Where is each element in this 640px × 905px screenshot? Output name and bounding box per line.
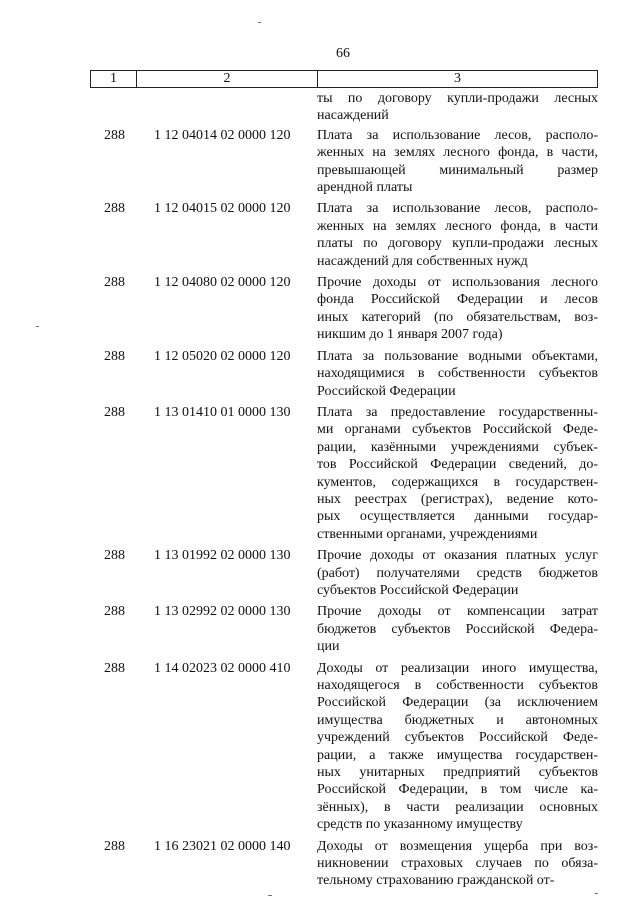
description-line: рых осуществляется данными государ- bbox=[317, 509, 598, 525]
budget-code-cell: 1 14 02023 02 0000 410 bbox=[154, 660, 291, 676]
description-line: рации, казёнными учреждениями субъек- bbox=[317, 439, 598, 455]
admin-code-cell: 288 bbox=[104, 660, 125, 676]
description-cell bbox=[317, 404, 598, 543]
description-line: Прочие доходы от использования лесного bbox=[317, 275, 598, 291]
description-line: (работ) получателями средств бюджетов bbox=[317, 565, 598, 581]
description-line: Российской Федерации (за исключением bbox=[317, 695, 598, 711]
description-line: Российской Федерации bbox=[317, 383, 456, 399]
table-row bbox=[90, 547, 598, 599]
table-row bbox=[90, 348, 598, 400]
header-col-2: 2 bbox=[137, 71, 318, 87]
description-cell bbox=[317, 660, 598, 834]
admin-code-cell: 288 bbox=[104, 201, 125, 217]
table-row bbox=[90, 90, 598, 125]
description-line: фонда Российской Федерации и лесов bbox=[317, 292, 598, 308]
description-line: женных на землях лесного фонда, в части bbox=[317, 218, 598, 234]
table-row bbox=[90, 127, 598, 197]
admin-code-cell: 288 bbox=[104, 548, 125, 564]
table-row bbox=[90, 838, 598, 890]
description-cell bbox=[317, 547, 598, 599]
budget-code-cell: 1 12 04080 02 0000 120 bbox=[154, 275, 291, 291]
description-line: Плата за пользование водными объектами, bbox=[317, 348, 598, 364]
description-cell bbox=[317, 90, 598, 125]
budget-code-cell: 1 13 01992 02 0000 130 bbox=[154, 548, 291, 564]
description-line: ми органами субъектов Российской Феде- bbox=[317, 422, 598, 438]
admin-code-cell bbox=[90, 90, 136, 125]
scan-speck bbox=[268, 895, 272, 896]
description-cell bbox=[317, 200, 598, 270]
table-row bbox=[90, 404, 598, 543]
description-line: превышающей минимальный размер bbox=[317, 162, 598, 178]
description-line: Прочие доходы от компенсации затрат bbox=[317, 604, 598, 620]
description-line: имущества бюджетных и автономных bbox=[317, 712, 598, 728]
description-cell bbox=[317, 603, 598, 655]
budget-code-cell bbox=[136, 90, 317, 125]
description-line: учреждений субъектов Российской Феде- bbox=[317, 730, 598, 746]
table-body bbox=[90, 90, 598, 890]
description-line: ты по договору купли-продажи лесных bbox=[317, 91, 598, 106]
description-line: зённых), в части реализации основных bbox=[317, 799, 598, 815]
admin-code-cell: 288 bbox=[104, 838, 125, 854]
scan-speck bbox=[36, 326, 39, 327]
page-number: 66 bbox=[336, 46, 350, 61]
description-line: иных категорий (по обязательствам, воз- bbox=[317, 309, 598, 325]
description-line: ных унитарных предприятий субъектов bbox=[317, 765, 598, 781]
description-line: арендной платы bbox=[317, 180, 413, 196]
description-cell bbox=[317, 348, 598, 400]
description-line: бюджетов субъектов Российской Федера- bbox=[317, 621, 598, 637]
budget-code-cell: 1 12 04014 02 0000 120 bbox=[154, 127, 291, 143]
description-line: Прочие доходы от оказания платных услуг bbox=[317, 548, 598, 564]
description-line: рации, а также имущества государствен- bbox=[317, 747, 598, 763]
description-line: никновении страховых случаев по обяза- bbox=[317, 856, 598, 872]
description-cell bbox=[317, 274, 598, 344]
budget-code-cell: 1 12 04015 02 0000 120 bbox=[154, 201, 291, 217]
table-header bbox=[90, 70, 598, 88]
budget-code-cell: 1 13 01410 01 0000 130 bbox=[154, 404, 291, 420]
header-col-1: 1 bbox=[91, 71, 137, 87]
description-line: Плата за использование лесов, располо- bbox=[317, 201, 598, 217]
description-line: Российской Федерации, в том числе ка- bbox=[317, 782, 598, 798]
admin-code-cell: 288 bbox=[104, 604, 125, 620]
table-row bbox=[90, 274, 598, 344]
admin-code-cell: 288 bbox=[104, 127, 125, 143]
budget-code-cell: 1 12 05020 02 0000 120 bbox=[154, 348, 291, 364]
description-cell bbox=[317, 838, 598, 890]
description-line: Плата за использование лесов, располо- bbox=[317, 127, 598, 143]
description-line: Доходы от возмещения ущерба при воз- bbox=[317, 838, 598, 854]
description-line: тов Российской Федерации сведений, до- bbox=[317, 457, 598, 473]
scan-speck bbox=[258, 22, 261, 23]
description-line: насаждений bbox=[317, 108, 389, 124]
table-row bbox=[90, 200, 598, 270]
description-line: насаждений для собственных нужд bbox=[317, 253, 528, 269]
description-line: ных реестрах (регистрах), ведение кото- bbox=[317, 491, 598, 507]
description-line: средств по указанному имуществу bbox=[317, 817, 523, 833]
description-line: находящимися в собственности субъектов bbox=[317, 366, 598, 382]
description-line: тельному страхованию гражданской от- bbox=[317, 873, 555, 889]
description-line: ции bbox=[317, 639, 340, 655]
description-line: находящегося в собственности субъектов bbox=[317, 678, 598, 693]
description-line: кументов, содержащихся в государствен- bbox=[317, 474, 598, 490]
header-col-3: 3 bbox=[454, 71, 461, 86]
description-line: никшим до 1 января 2007 года) bbox=[317, 327, 503, 343]
table-row bbox=[90, 603, 598, 655]
description-line: ственными органами, учреждениями bbox=[317, 526, 538, 542]
description-line: субъектов Российской Федерации bbox=[317, 582, 519, 598]
table-row bbox=[90, 660, 598, 834]
budget-code-cell: 1 16 23021 02 0000 140 bbox=[154, 838, 291, 854]
budget-code-cell: 1 13 02992 02 0000 130 bbox=[154, 604, 291, 620]
description-line: Доходы от реализации иного имущества, bbox=[317, 660, 598, 676]
scan-speck bbox=[595, 893, 598, 894]
description-cell bbox=[317, 127, 598, 197]
description-line: Плата за предоставление государственны- bbox=[317, 404, 598, 420]
admin-code-cell: 288 bbox=[104, 275, 125, 291]
description-line: платы по договору купли-продажи лесных bbox=[317, 236, 598, 252]
admin-code-cell: 288 bbox=[104, 404, 125, 420]
description-line: женных на землях лесного фонда, в части, bbox=[317, 145, 598, 161]
admin-code-cell: 288 bbox=[104, 348, 125, 364]
